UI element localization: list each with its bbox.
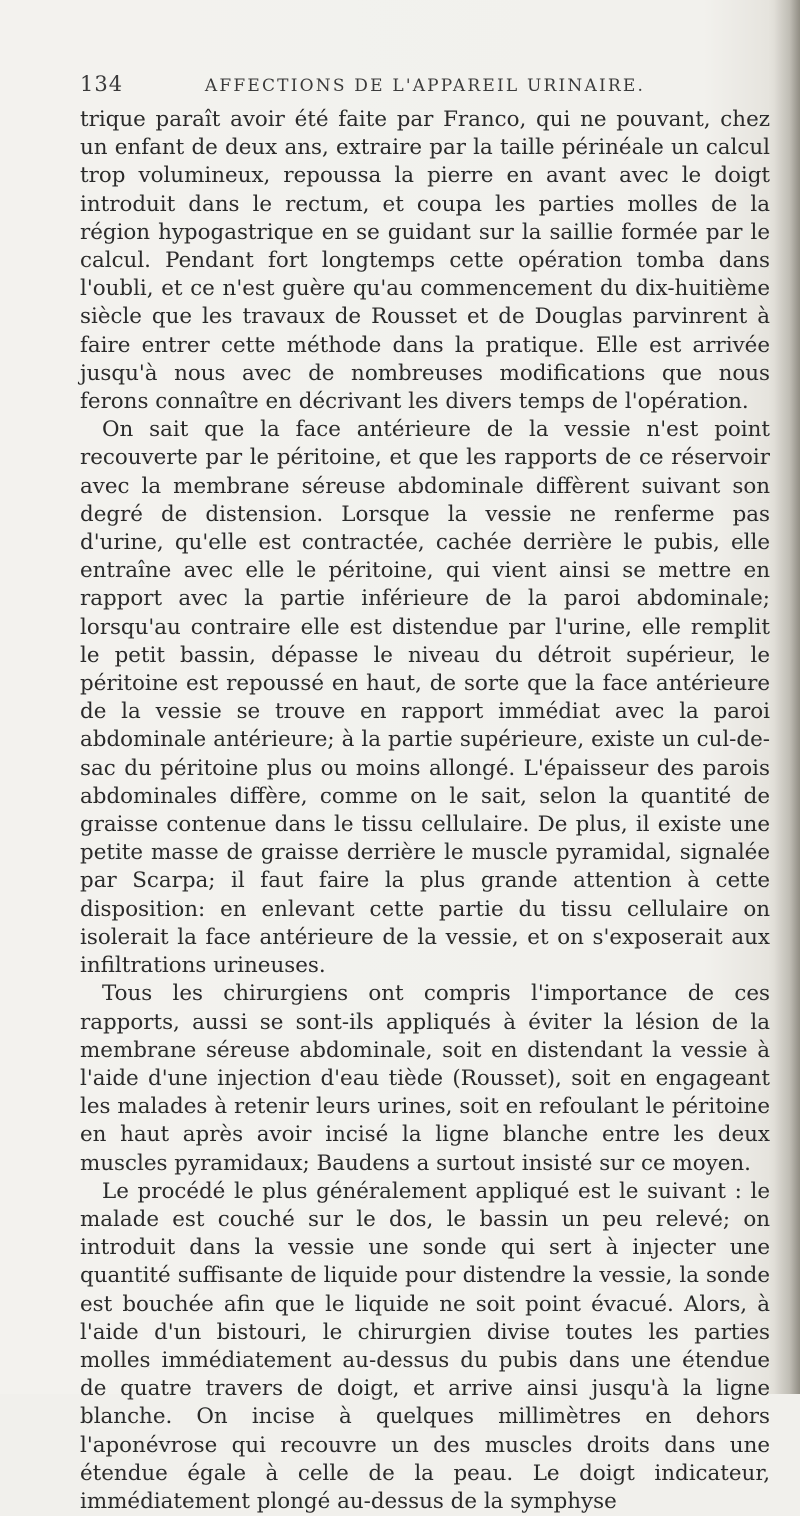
paragraph: trique paraît avoir été faite par Franco, qui ne pouvant, chez un enfant de deux ans, extraire par la taille périnéale un calcul trop volumineux, repoussa la pierre en avant avec le doigt introduit dans le rectum, et coupa les parties molles de la région hypogastrique en se guidant sur la saillie formée par le calcul. Pendant fort longtemps cette opération tomba dans l'oubli, et ce n'est guère qu'au commencement du dix-huitième siècle que les travaux de Rousset et de Douglas parvinrent à faire entrer cette méthode dans la pratique. Elle est arrivée jusqu'à nous avec de nombreuses modifications que nous ferons connaître en décrivant les divers temps de l'opération. bbox=[80, 107, 770, 415]
page-number: 134 bbox=[80, 72, 124, 96]
body-text bbox=[80, 106, 770, 1516]
paragraph: Tous les chirurgiens ont compris l'importance de ces rapports, aussi se sont-ils appliqués à éviter la lésion de la membrane séreuse abdominale, soit en distendant la vessie à l'aide d'une injection d'eau tiède (Rousset), soit en engageant les malades à retenir leurs urines, soit en refoulant le péritoine en haut après avoir incisé la ligne blanche entre les deux muscles pyramidaux; Baudens a surtout insisté sur ce moyen. bbox=[80, 981, 770, 1176]
paragraph: Le procédé le plus généralement appliqué est le suivant : le malade est couché sur le dos, le bassin un peu relevé; on introduit dans la vessie une sonde qui sert à injecter une quantité suffisante de liquide pour distendre la vessie, la sonde est bouchée afin que le liquide ne soit point évacué. Alors, à l'aide d'un bistouri, le chirurgien divise toutes les parties molles immédiatement au-dessus du pubis dans une étendue de quatre travers de doigt, et arrive ainsi jusqu'à la ligne blanche. On incise à quelques millimètres en dehors l'aponévrose qui recouvre un des muscles droits dans une étendue égale à celle de la peau. Le doigt indicateur, immédiatement plongé au-dessus de la symphyse bbox=[80, 1178, 770, 1514]
page-header bbox=[80, 72, 770, 102]
running-head: AFFECTIONS DE L'APPAREIL URINAIRE. bbox=[204, 76, 646, 96]
page-edge-shadow bbox=[774, 0, 800, 1394]
paragraph: On sait que la face antérieure de la vessie n'est point recouverte par le péritoine, et que les rapports de ce réservoir avec la membrane séreuse abdominale diffèrent suivant son degré de distension. Lorsque la vessie ne renferme pas d'urine, qu'elle est contractée, cachée derrière le pubis, elle entraîne avec elle le péritoine, qui vient ainsi se mettre en rapport avec la partie inférieure de la paroi abdominale; lorsqu'au contraire elle est distendue par l'urine, elle remplit le petit bassin, dépasse le niveau du détroit supérieur, le péritoine est repoussé en haut, de sorte que la face antérieure de la vessie se trouve en rapport immédiat avec la paroi abdominale antérieure; à la partie supérieure, existe un cul-de-sac du péritoine plus ou moins allongé. L'épaisseur des parois abdominales diffère, comme on le sait, selon la quantité de graisse contenue dans le tissu cellulaire. De plus, il existe une petite masse de graisse derrière le muscle pyramidal, signalée par Scarpa; il faut faire la plus grande attention à cette disposition: en enlevant cette partie du tissu cellulaire on isolerait la face antérieure de la vessie, et on s'exposerait aux infiltrations urineuses. bbox=[80, 417, 770, 979]
